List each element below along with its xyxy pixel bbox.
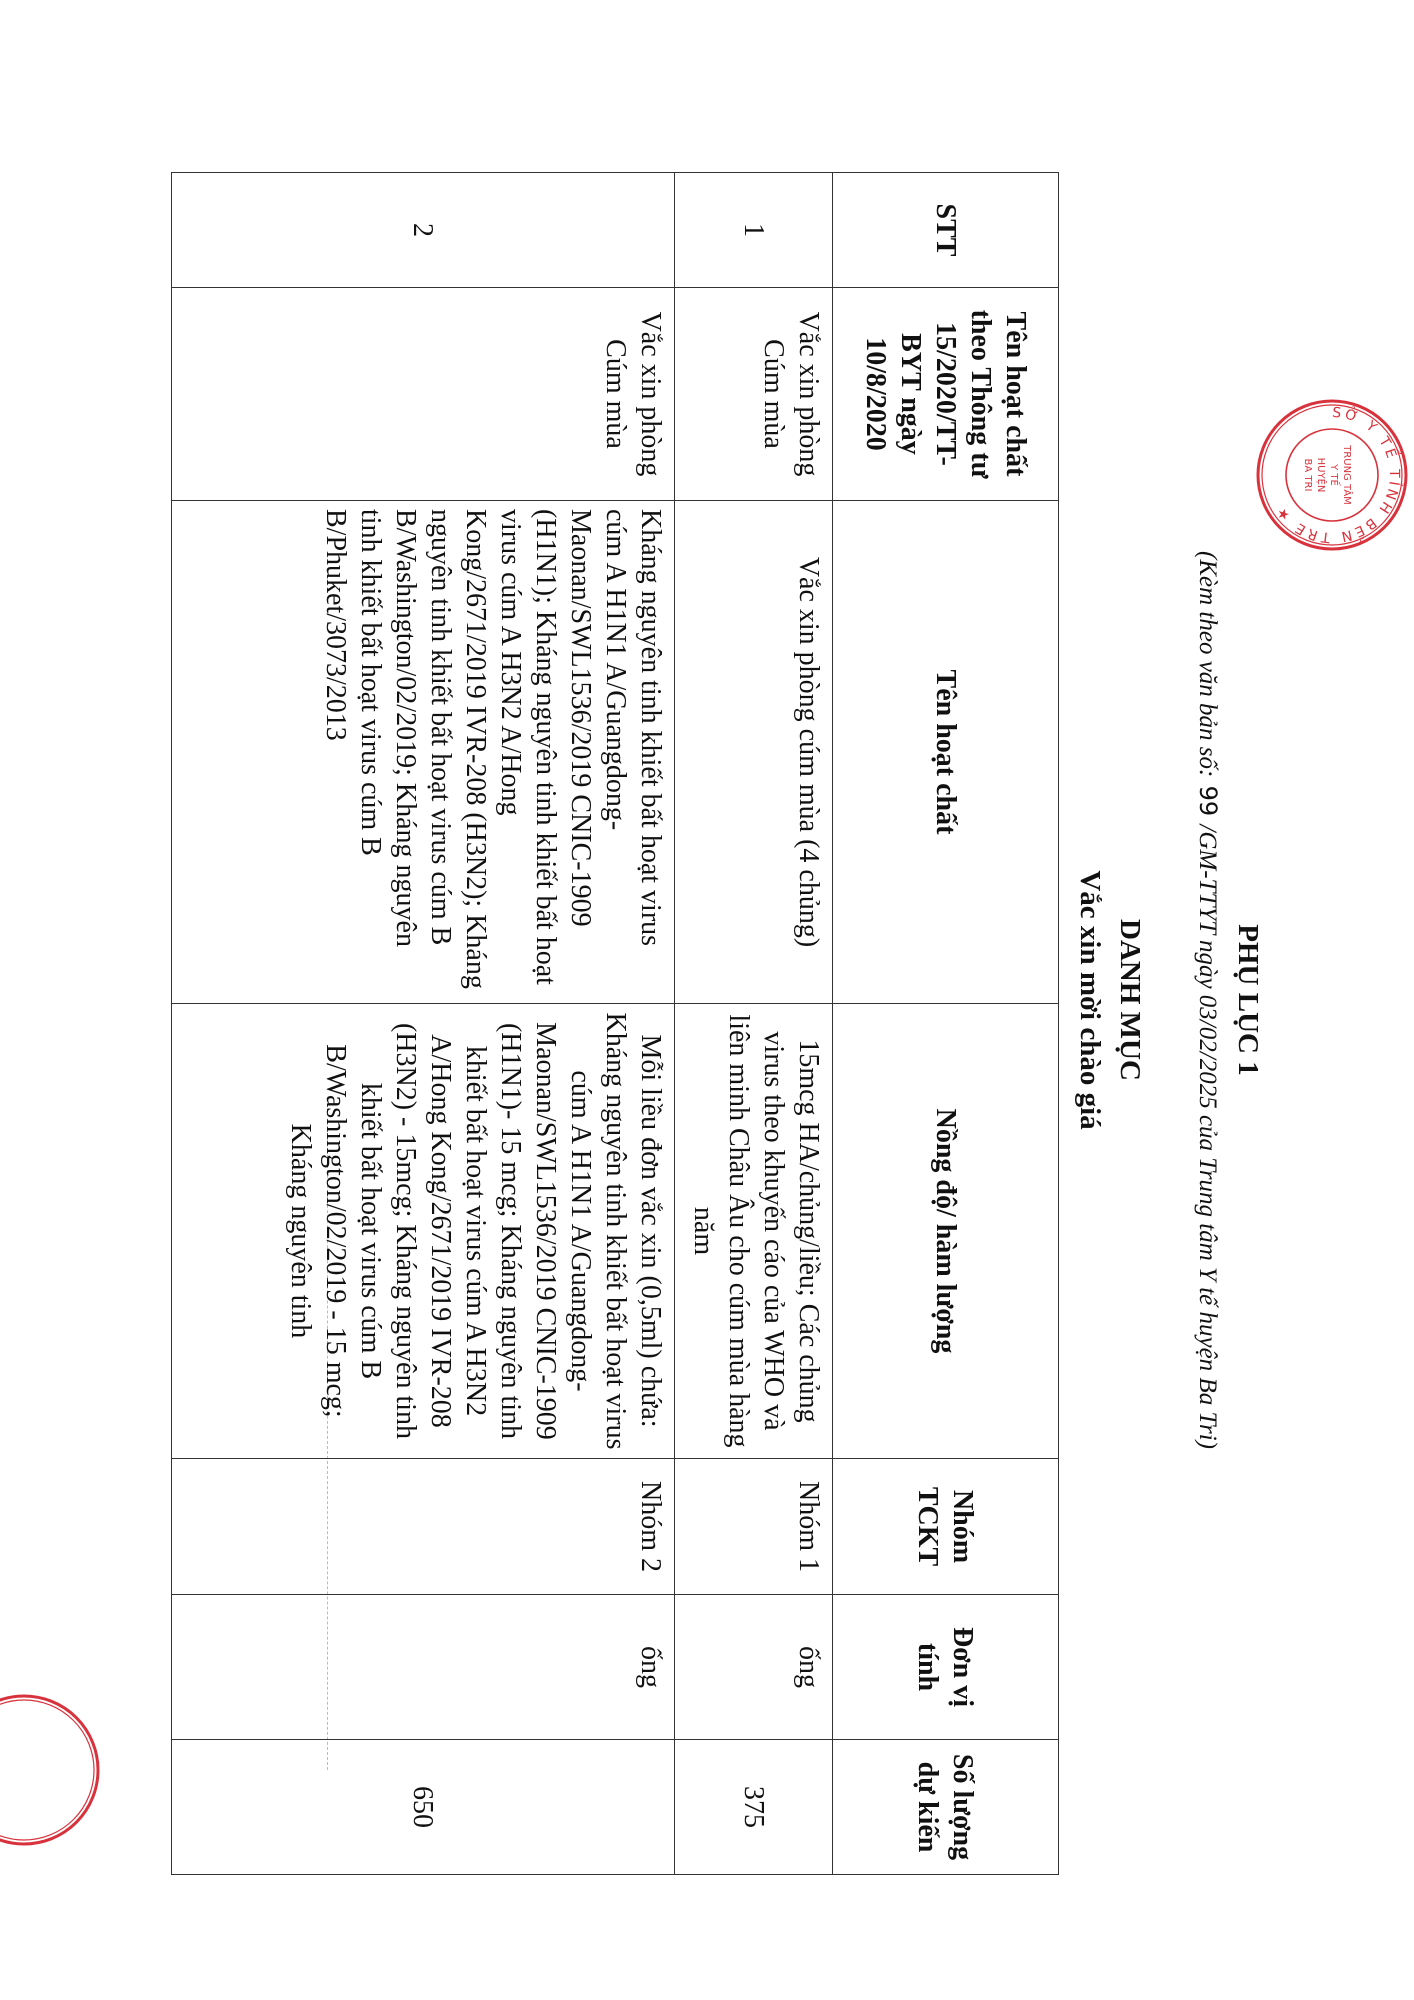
document-reference [1193, 0, 1222, 2000]
row-name-circular: Vắc xin phòng Cúm mùa [675, 288, 833, 501]
row-name-circular: Vắc xin phòng Cúm mùa [172, 288, 675, 501]
official-seal [1252, 395, 1412, 555]
col-unit: Đơn vị tính [833, 1595, 1059, 1740]
svg-text:TRUNG TÂM: TRUNG TÂM [1341, 445, 1352, 505]
col-group: Nhóm TCKT [833, 1459, 1059, 1595]
row-unit: ống [172, 1595, 675, 1740]
row-group: Nhóm 2 [172, 1459, 675, 1595]
col-concentration: Nồng độ/ hàm lượng [833, 1004, 1059, 1459]
row-stt: 1 [675, 173, 833, 288]
ref-open: (Kèm theo văn bản số: [1194, 551, 1221, 778]
svg-text:BA TRI: BA TRI [1302, 458, 1313, 492]
row-quantity: 375 [675, 1740, 833, 1875]
row-concentration: Mỗi liều đơn vắc xin (0,5ml) chứa: Kháng nguyên tinh khiết bất hoạt virus cúm A H1N1 A/Guangdong-Maonan/SWL1536/2019 CNIC-1909 (H1N1)- 15 mcg; Kháng nguyên tinh khiết bất hoạt virus cúm A H3N2 A/Hong Kong/2671/2019 IVR-208 (H3N2) - 15mcg; Kháng nguyên tinh khiết bất hoạt virus cúm B B/Washington/02/2019 - 15 mcg; Kháng nguyên tinh [172, 1004, 675, 1459]
list-subtitle: Vắc xin mời chào giá [1074, 870, 1106, 1130]
vaccine-table [171, 172, 1059, 1875]
seal-fragment [0, 1690, 104, 1850]
ref-number: 99 [1194, 785, 1222, 817]
ref-close: /GM-TTYT ngày 03/02/2025 của Trung tâm Y tế huyện Ba Tri) [1194, 824, 1221, 1449]
row-group: Nhóm 1 [675, 1459, 833, 1595]
svg-text:Y TẾ: Y TẾ [1328, 464, 1339, 486]
col-stt: STT [833, 173, 1059, 288]
row-quantity: 650 [172, 1740, 675, 1875]
row-unit: ống [675, 1595, 833, 1740]
table-row [675, 173, 833, 1875]
row-stt: 2 [172, 173, 675, 288]
col-active-ingredient: Tên hoạt chất [833, 501, 1059, 1004]
table-header-row [833, 173, 1059, 1875]
list-title: DANH MỤC [1114, 919, 1146, 1081]
row-concentration: 15mcg HA/chủng/liều; Các chủng virus theo khuyến cáo của WHO và liên minh Châu Âu cho cúm mùa hàng năm [675, 1004, 833, 1459]
col-quantity: Số lượng dự kiến [833, 1740, 1059, 1875]
row-active-ingredient: Vắc xin phòng cúm mùa (4 chủng) [675, 501, 833, 1004]
svg-text:SỞ Y TẾ TỈNH BẾN TRE ★: SỞ Y TẾ TỈNH BẾN TRE ★ [1271, 404, 1403, 546]
row-active-ingredient: Kháng nguyên tinh khiết bất hoạt virus cúm A H1N1 A/Guangdong-Maonan/SWL1536/2019 CNIC-1909 (H1N1); Kháng nguyên tinh khiết bất hoạt virus cúm A H3N2 A/Hong Kong/2671/2019 IVR-208 (H3N2); Kháng nguyên tinh khiết bất hoạt virus cúm B B/Washington/02/2019; Kháng nguyên tinh khiết bất hoạt virus cúm B B/Phuket/3073/2013 [172, 501, 675, 1004]
table-row [172, 173, 675, 1875]
appendix-title: PHỤ LỤC 1 [1232, 924, 1264, 1076]
col-name-circular: Tên hoạt chất theo Thông tư 15/2020/TT-BYT ngày 10/8/2020 [833, 288, 1059, 501]
svg-text:HUYỆN: HUYỆN [1315, 457, 1326, 493]
